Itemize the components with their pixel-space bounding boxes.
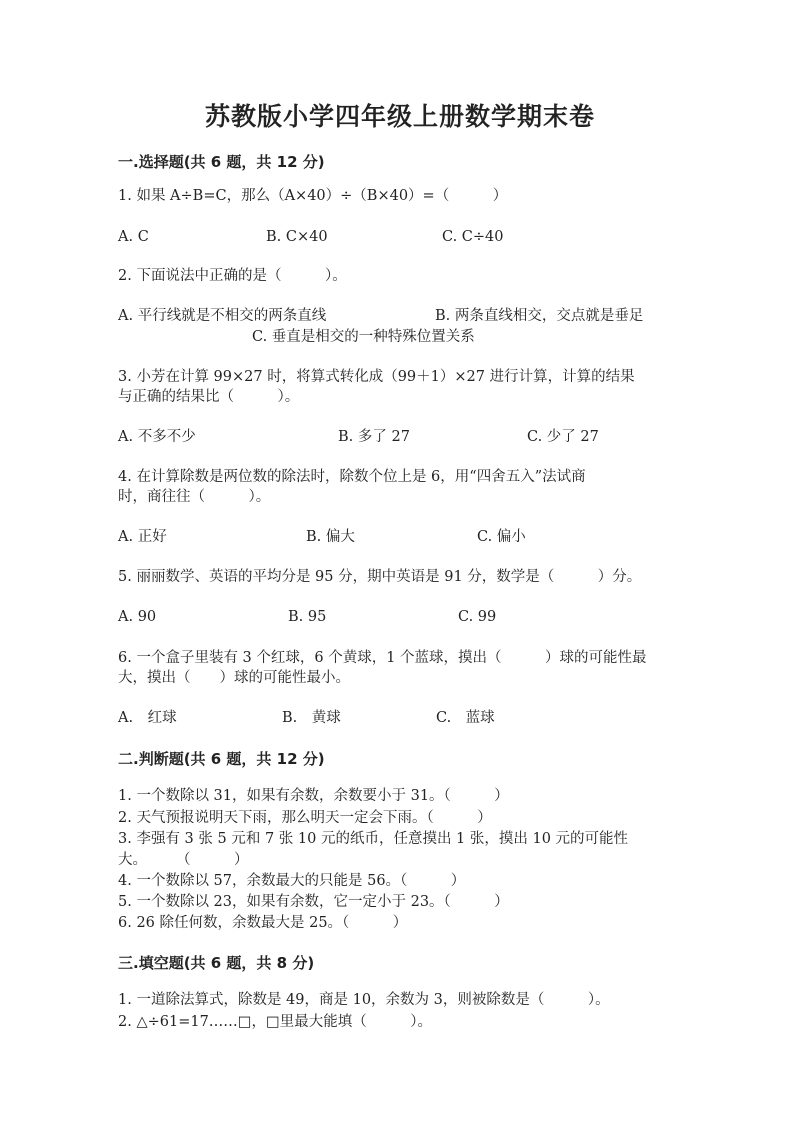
option-c: C. 垂直是相交的一种特殊位置关系	[252, 329, 475, 345]
option-a: A. 不多不少	[118, 429, 196, 445]
question-text: 5. 丽丽数学、英语的平均分是 95 分，期中英语是 91 分，数学是（ ）分。	[118, 569, 642, 585]
option-c: C. 偏小	[477, 529, 526, 545]
section-heading-choice: 一.选择题(共 6 题，共 12 分)	[118, 153, 325, 171]
option-c: C. 99	[458, 609, 497, 625]
section-heading-judgment: 二.判断题(共 6 题，共 12 分)	[118, 750, 325, 768]
question-text-cont: 与正确的结果比（ ）。	[118, 389, 300, 405]
question-text: 2. 下面说法中正确的是（ ）。	[118, 268, 347, 284]
question-text: 6. 一个盒子里装有 3 个红球，6 个黄球，1 个蓝球，摸出（ ）球的可能性最	[118, 650, 647, 666]
statement-line: 3. 李强有 3 张 5 元和 7 张 10 元的纸币，任意摸出 1 张，摸出 10 元的可能性	[118, 831, 629, 847]
option-b: B. C×40	[266, 229, 328, 245]
question-text: 4. 在计算除数是两位数的除法时，除数个位上是 6，用“四舍五入”法试商	[118, 469, 586, 485]
option-a: A. 正好	[118, 529, 167, 545]
statement-line: 2. 天气预报说明天下雨，那么明天一定会下雨。（ ）	[118, 810, 492, 826]
page-title: 苏教版小学四年级上册数学期末卷	[204, 102, 595, 131]
option-b: B. 黄球	[282, 710, 341, 726]
option-b: B. 多了 27	[338, 429, 410, 445]
option-a: A. 90	[118, 609, 157, 625]
option-b: B. 95	[288, 609, 327, 625]
section-heading-fill-blank: 三.填空题(共 6 题，共 8 分)	[118, 954, 315, 972]
question-text-cont: 时，商往往（ ）。	[118, 489, 271, 505]
statement-line: 6. 26 除任何数，余数最大是 25。（ ）	[118, 915, 408, 931]
option-a: A. 平行线就是不相交的两条直线	[118, 308, 327, 324]
question-text: 1. 如果 A÷B=C，那么（A×40）÷（B×40）=（ ）	[118, 188, 508, 204]
option-c: C. C÷40	[442, 229, 504, 245]
option-b: B. 两条直线相交，交点就是垂足	[435, 308, 644, 324]
question-text-cont: 大，摸出（ ）球的可能性最小。	[118, 670, 350, 686]
statement-line: 大。 （ ）	[118, 852, 249, 868]
option-c: C. 蓝球	[436, 710, 495, 726]
option-a: A. 红球	[118, 710, 177, 726]
statement-line: 5. 一个数除以 23，如果有余数，它一定小于 23。（ ）	[118, 894, 509, 910]
option-c: C. 少了 27	[527, 429, 599, 445]
question-text: 3. 小芳在计算 99×27 时，将算式转化成（99＋1）×27 进行计算，计算的结果	[118, 369, 635, 385]
option-b: B. 偏大	[306, 529, 355, 545]
statement-line: 1. 一个数除以 31，如果有余数，余数要小于 31。（ ）	[118, 788, 509, 804]
option-a: A. C	[118, 229, 149, 245]
statement-line: 4. 一个数除以 57，余数最大的只能是 56。（ ）	[118, 873, 466, 889]
fill-line: 1. 一道除法算式，除数是 49，商是 10，余数为 3，则被除数是（ ）。	[118, 992, 610, 1008]
fill-line: 2. △÷61=17……□，□里最大能填（ ）。	[118, 1014, 432, 1030]
